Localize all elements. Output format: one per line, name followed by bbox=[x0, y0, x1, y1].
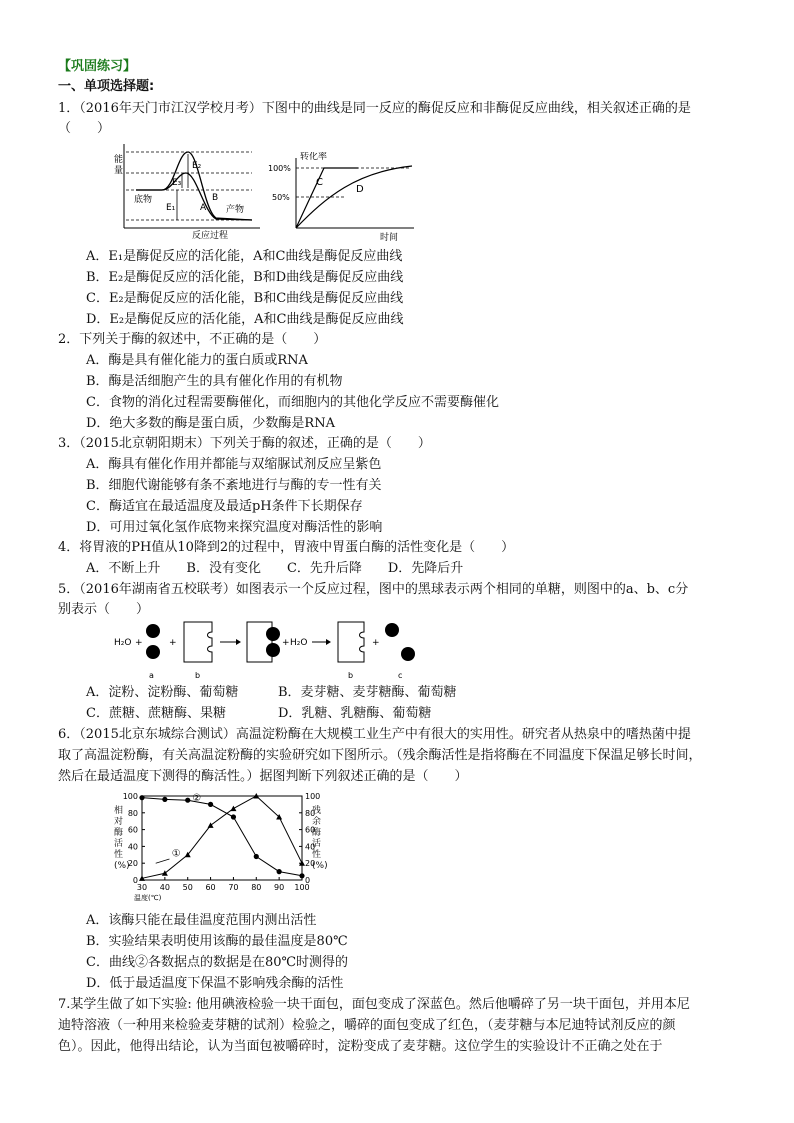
q6-enzyme-chart bbox=[112, 788, 326, 908]
series-1-point bbox=[230, 806, 236, 812]
q4-stem: 4．将胃液的PH值从10降到2的过程中，胃液中胃蛋白酶的活性变化是（ ） bbox=[58, 540, 515, 555]
q6-option-c: C．曲线②各数据点的数据是在80℃时测得的 bbox=[86, 955, 349, 970]
series-2-point bbox=[254, 854, 259, 859]
q1-fig2-xlabel: 时间 bbox=[380, 233, 399, 242]
q5-stem-cont: 别表示（ ） bbox=[58, 602, 150, 617]
q6-stem-line1: 6．（2015北京东城综合测试）高温淀粉酶在大规模工业生产中有很大的实用性。研究者从热泉中的嗜热菌中提 bbox=[58, 727, 691, 742]
q2-stem: 2．下列关于酶的叙述中，不正确的是（ ） bbox=[58, 332, 327, 347]
q5-ball-a-bottom bbox=[146, 645, 160, 659]
q1-option-b: B．E₂是酶促反应的活化能，B和D曲线是酶促反应曲线 bbox=[86, 270, 404, 285]
series-2-point bbox=[277, 869, 282, 874]
x-tick-label: 80 bbox=[251, 883, 262, 892]
q1-option-a: A．E₁是酶促反应的活化能，A和C曲线是酶促反应曲线 bbox=[86, 249, 403, 264]
series-2-point bbox=[139, 795, 144, 800]
q1-fig1-e1: E₁ bbox=[166, 203, 176, 213]
y-tick-label-left: 20 bbox=[127, 859, 138, 869]
q3-option-b: B．细胞代谢能够有条不紊地进行与酶的专一性有关 bbox=[86, 478, 382, 493]
q3-option-c: C．酶适宜在最适温度及最适pH条件下长期保存 bbox=[86, 499, 363, 514]
y-tick-label-right: 0 bbox=[305, 876, 311, 885]
q6-option-a: A．该酶只能在最佳温度范围内测出活性 bbox=[86, 913, 317, 928]
y-tick-label-right: 40 bbox=[305, 842, 316, 852]
series-2-point bbox=[185, 798, 190, 803]
y-tick-label-right: 60 bbox=[305, 825, 316, 835]
q5-h2o-left: H₂O bbox=[114, 638, 132, 648]
q2-option-b: B．酶是活细胞产生的具有催化作用的有机物 bbox=[86, 374, 343, 389]
series-1-pointer bbox=[156, 859, 170, 863]
x-tick-label: 70 bbox=[228, 883, 239, 892]
q5-label-b: b bbox=[195, 671, 201, 680]
q5-ball-a-top bbox=[146, 624, 160, 638]
x-tick-label: 100 bbox=[294, 883, 310, 892]
q5-plus-1: + bbox=[135, 638, 143, 648]
series-1-point bbox=[208, 822, 214, 828]
q2-option-d: D．绝大多数的酶是蛋白质，少数酶是RNA bbox=[86, 416, 335, 431]
q6-stem-line2: 取了高温淀粉酶，有关高温淀粉酶的实验研究如下图所示。（残余酶活性是指将酶在不同温度下保温足够长时间， bbox=[58, 748, 702, 763]
q1-fig2-ylabel: 转化率 bbox=[300, 152, 328, 162]
q1-fig1-ylabel2: 量 bbox=[114, 166, 124, 176]
q5-plus-4: + bbox=[372, 638, 380, 648]
q5-label-b2: b bbox=[348, 671, 354, 680]
q1-stem: 1．（2016年天门市江汉学校月考）下图中的曲线是同一反应的酶促反应和非酶促反应曲线，相关叙述正确的是 bbox=[58, 101, 691, 116]
q6-stem-line3: 然后在最适温度下测得的酶活性。）据图判断下列叙述正确的是（ ） bbox=[58, 769, 468, 784]
series-2-label: ② bbox=[192, 793, 202, 805]
chart-frame bbox=[142, 796, 302, 880]
q2-option-c: C．食物的消化过程需要酶催化，而细胞内的其他化学反应不需要酶催化 bbox=[86, 395, 499, 410]
q5-option-d: D．乳糖、乳糖酶、葡萄糖 bbox=[278, 706, 432, 721]
y-tick-label-right: 20 bbox=[305, 859, 316, 869]
q3-option-a: A．酶具有催化作用并都能与双缩脲试剂反应呈紫色 bbox=[86, 457, 382, 472]
q7-stem-line3: 色）。因此，他得出结论，认为当面包被嚼碎时，淀粉变成了麦芽糖。这位学生的实验设计不正确之处在于 bbox=[58, 1039, 663, 1054]
q4-options: A．不断上升 B．没有变化 C．先升后降 D．先降后升 bbox=[86, 561, 464, 576]
series-2-point bbox=[162, 797, 167, 802]
y-tick-label-left: 60 bbox=[127, 825, 138, 835]
section-title: 【巩固练习】 bbox=[58, 59, 137, 74]
q1-fig1-substrate: 底物 bbox=[134, 195, 153, 205]
section-subtitle: 一、单项选择题: bbox=[58, 79, 155, 94]
y-tick-label-right: 100 bbox=[305, 792, 321, 801]
series-line-2 bbox=[142, 798, 302, 876]
q7-stem-line2: 迪特溶液（一种用来检验麦芽糖的试剂）检验之，嚼碎的面包变成了红色，（麦芽糖与本尼迪特试剂反应的颜 bbox=[58, 1018, 676, 1033]
q5-ball-c-bottom bbox=[401, 647, 415, 661]
q1-fig1-xlabel: 反应过程 bbox=[192, 231, 229, 241]
q5-label-a: a bbox=[149, 671, 154, 680]
q6-option-b: B．实验结果表明使用该酶的最佳温度是80℃ bbox=[86, 934, 348, 949]
q1-fig1-b: B bbox=[212, 193, 219, 203]
q5-reaction-figure bbox=[112, 618, 422, 682]
q5-plus-2: + bbox=[169, 638, 177, 648]
q1-fig1-product: 产物 bbox=[226, 205, 245, 215]
q5-option-c: C．蔗糖、蔗糖酶、果糖 bbox=[86, 706, 226, 721]
q5-ball-bound-bottom bbox=[266, 643, 280, 657]
q1-fig1-e3: E₃ bbox=[172, 178, 182, 188]
x-tick-label: 40 bbox=[159, 883, 170, 892]
q1-fig1-ylabel1: 能 bbox=[114, 155, 124, 165]
q1-option-c: C．E₂是酶促反应的活化能，B和C曲线是酶促反应曲线 bbox=[86, 291, 404, 306]
q5-option-a: A．淀粉、淀粉酶、葡萄糖 bbox=[86, 685, 239, 700]
series-2-point bbox=[299, 873, 304, 878]
q5-h2o-right: H₂O bbox=[290, 638, 308, 648]
x-tick-label: 90 bbox=[274, 883, 285, 892]
q6-chart-ylabel-right: 残余酶活性(%) bbox=[312, 806, 328, 871]
x-tick-label: 30 bbox=[136, 883, 148, 892]
q1-option-d: D．E₂是酶促反应的活化能，A和C曲线是酶促反应曲线 bbox=[86, 312, 404, 327]
x-tick-label: 50 bbox=[182, 883, 193, 892]
q7-stem-line1: 7.某学生做了如下实验: 他用碘液检验一块干面包，面包变成了深蓝色。然后他嚼碎了另一块干面包，并用本尼 bbox=[58, 997, 690, 1012]
y-tick-label-left: 100 bbox=[122, 792, 138, 801]
q5-ball-c-top bbox=[385, 623, 399, 637]
q1-fig2-y100: 100% bbox=[268, 164, 291, 173]
q5-ball-bound-top bbox=[266, 627, 280, 641]
q1-fig2-c: C bbox=[316, 177, 323, 188]
series-line-1 bbox=[142, 796, 302, 878]
q2-option-a: A．酶是具有催化能力的蛋白质或RNA bbox=[86, 353, 308, 368]
q5-label-c: c bbox=[398, 671, 403, 680]
q1-fig2-d: D bbox=[356, 184, 364, 195]
y-tick-label-right: 80 bbox=[305, 808, 316, 818]
q1-stem-cont: （ ） bbox=[58, 121, 111, 136]
series-1-label: ① bbox=[171, 848, 181, 860]
q5-stem: 5．（2016年湖南省五校联考）如图表示一个反应过程，图中的黑球表示两个相同的单糖，则图中的a、b、c分 bbox=[58, 582, 689, 597]
q1-energy-figure bbox=[112, 140, 270, 242]
q3-stem: 3．（2015北京朝阳期末）下列关于酶的叙述，正确的是（ ） bbox=[58, 436, 431, 451]
y-tick-label-left: 40 bbox=[127, 842, 138, 852]
series-2-point bbox=[231, 814, 236, 819]
q3-option-d: D．可用过氧化氢作底物来探究温度对酶活性的影响 bbox=[86, 520, 383, 535]
x-tick-label: 60 bbox=[205, 883, 216, 892]
q6-option-d: D．低于最适温度下保温不影响残余酶的活性 bbox=[86, 976, 344, 991]
q1-fig1-e2: E₂ bbox=[192, 161, 202, 171]
q1-fig2-y50: 50% bbox=[272, 193, 290, 202]
y-tick-label-left: 80 bbox=[127, 808, 138, 818]
y-tick-label-left: 0 bbox=[132, 876, 138, 885]
q5-option-b: B．麦芽糖、麦芽糖酶、葡萄糖 bbox=[278, 685, 457, 700]
q1-conversion-figure bbox=[266, 152, 418, 242]
q1-fig1-a: A bbox=[200, 203, 207, 213]
q5-plus-3: + bbox=[282, 638, 290, 648]
series-2-point bbox=[208, 802, 213, 807]
q6-chart-ylabel-left: 相对酶活性(%) bbox=[114, 806, 130, 871]
q6-chart-xlabel: 温度(℃) bbox=[134, 894, 162, 902]
